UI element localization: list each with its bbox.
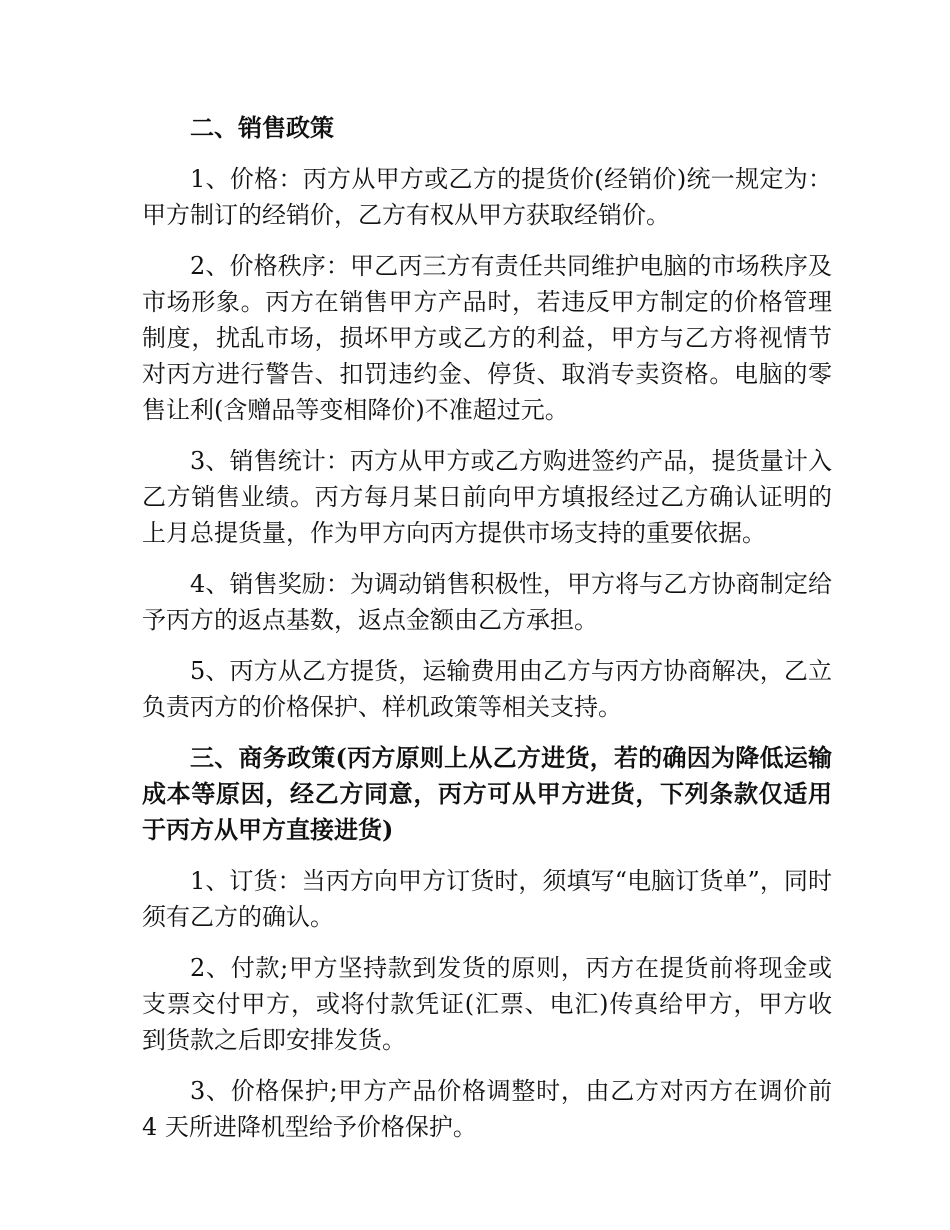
paragraph-sales-statistics: 3、销售统计：丙方从甲方或乙方购进签约产品，提货量计入乙方销售业绩。丙方每月某日前向甲方填报经过乙方确认证明的上月总提货量，作为甲方向丙方提供市场支持的重要依据。 (142, 447, 832, 547)
paragraph-price: 1、价格：丙方从甲方或乙方的提货价(经销价)统一规定为：甲方制订的经销价，乙方有权从甲方获取经销价。 (142, 165, 832, 229)
section-heading-sales-policy: 二、销售政策 (190, 113, 334, 142)
paragraph-ordering: 1、订货：当丙方向甲方订货时，须填写“电脑订货单”，同时须有乙方的确认。 (142, 867, 832, 931)
paragraph-pickup-transport: 5、丙方从乙方提货，运输费用由乙方与丙方协商解决，乙立负责丙方的价格保护、样机政策等相关支持。 (142, 657, 832, 721)
paragraph-price-protection: 3、价格保护;甲方产品价格调整时，由乙方对丙方在调价前 4 天所进降机型给予价格保护。 (142, 1077, 832, 1141)
document-body (142, 110, 832, 1160)
section-heading-business-policy: 三、商务政策(丙方原则上从乙方进货，若的确因为降低运输成本等原因，经乙方同意，丙方可从甲方进货，下列条款仅适用于丙方从甲方直接进货) (142, 743, 832, 844)
paragraph-sales-reward: 4、销售奖励：为调动销售积极性，甲方将与乙方协商制定给予丙方的返点基数，返点金额由乙方承担。 (142, 570, 832, 634)
paragraph-price-order: 2、价格秩序：甲乙丙三方有责任共同维护电脑的市场秩序及市场形象。丙方在销售甲方产品时，若违反甲方制定的价格管理制度，扰乱市场，损坏甲方或乙方的利益，甲方与乙方将视情节对丙方进行警告、扣罚违约金、停货、取消专卖资格。电脑的零售让利(含赠品等变相降价)不准超过元。 (142, 252, 832, 424)
paragraph-payment: 2、付款;甲方坚持款到发货的原则，丙方在提货前将现金或支票交付甲方，或将付款凭证(汇票、电汇)传真给甲方，甲方收到货款之后即安排发货。 (142, 954, 832, 1054)
